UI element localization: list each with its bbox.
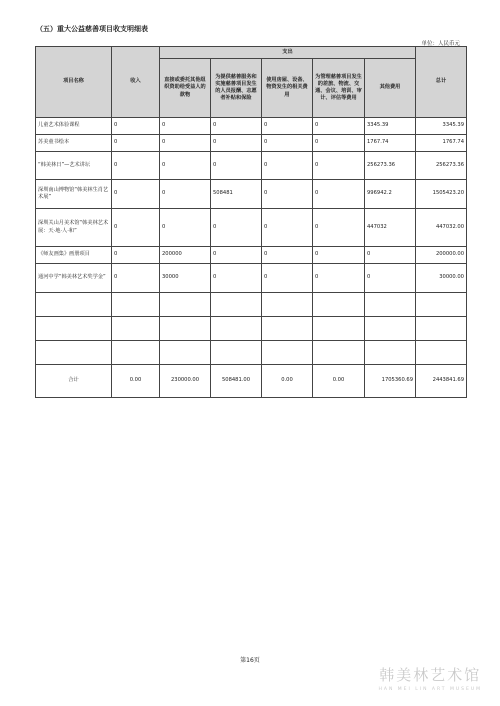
row-management: 0: [313, 264, 365, 293]
row-name: [36, 341, 112, 365]
totals-income: 0.00: [112, 365, 160, 398]
row-total: 447032.00: [416, 209, 467, 247]
row-grants: [160, 341, 211, 365]
row-total: 256273.36: [416, 152, 467, 180]
row-other: 1767.74: [365, 135, 416, 152]
row-other: [365, 317, 416, 341]
row-other: 447032: [365, 209, 416, 247]
row-management: 0: [313, 135, 365, 152]
row-other: 256273.36: [365, 152, 416, 180]
row-other: [365, 293, 416, 317]
row-grants: [160, 317, 211, 341]
table-row: [36, 118, 467, 135]
row-facilities: 0: [262, 209, 313, 247]
row-total: [416, 341, 467, 365]
header-col-grants: 直接或委托其他组织资助给受益人的款物: [160, 59, 211, 118]
row-facilities: 0: [262, 118, 313, 135]
totals-personnel: 508481.00: [211, 365, 262, 398]
row-name: 深圳关山月美术馆“韩美林艺术展：天·地·人·和”: [36, 209, 112, 247]
row-facilities: 0: [262, 247, 313, 264]
row-grants: 0: [160, 152, 211, 180]
row-name: 《师友画集》画册项目: [36, 247, 112, 264]
row-facilities: [262, 317, 313, 341]
row-total: 1505423.20: [416, 180, 467, 209]
header-col-facilities: 使用房屋、设备、物资发生的相关费用: [262, 59, 313, 118]
totals-facilities: 0.00: [262, 365, 313, 398]
totals-other: 1705360.69: [365, 365, 416, 398]
page-number: 第16页: [240, 657, 260, 664]
row-facilities: [262, 293, 313, 317]
row-management: [313, 293, 365, 317]
totals-management: 0.00: [313, 365, 365, 398]
table-row: [36, 209, 467, 247]
header-col-other: 其他费用: [365, 59, 416, 118]
row-personnel: 0: [211, 247, 262, 264]
row-personnel: 0: [211, 209, 262, 247]
row-grants: [160, 293, 211, 317]
row-other: 3345.39: [365, 118, 416, 135]
header-col-management: 为管理慈善项目发生的差旅、物流、交通、会议、培训、审计、评估等费用: [313, 59, 365, 118]
row-name: 儿童艺术体验课程: [36, 118, 112, 135]
row-income: 0: [112, 135, 160, 152]
row-income: 0: [112, 247, 160, 264]
row-facilities: 0: [262, 135, 313, 152]
row-grants: 0: [160, 209, 211, 247]
row-other: 0: [365, 247, 416, 264]
row-total: 30000.00: [416, 264, 467, 293]
row-total: 3345.39: [416, 118, 467, 135]
row-personnel: 508481: [211, 180, 262, 209]
row-management: 0: [313, 118, 365, 135]
row-income: 0: [112, 180, 160, 209]
totals-grants: 230000.00: [160, 365, 211, 398]
table-row: [36, 247, 467, 264]
row-income: [112, 341, 160, 365]
table-row: [36, 152, 467, 180]
row-facilities: 0: [262, 180, 313, 209]
row-other: [365, 341, 416, 365]
row-grants: 0: [160, 180, 211, 209]
header-income: 收入: [112, 47, 160, 118]
table-row: [36, 317, 467, 341]
row-income: 0: [112, 264, 160, 293]
row-total: [416, 293, 467, 317]
museum-watermark-logo: [379, 664, 482, 692]
row-total: 200000.00: [416, 247, 467, 264]
row-personnel: 0: [211, 152, 262, 180]
row-grants: 30000: [160, 264, 211, 293]
row-grants: 200000: [160, 247, 211, 264]
header-col-personnel: 为提供慈善服务和实施慈善项目发生的人员报酬、志愿者补贴和保险: [211, 59, 262, 118]
watermark-sub-text: HAN MEI LIN ART MUSEUM: [378, 687, 482, 692]
totals-label: 合计: [36, 365, 112, 398]
row-personnel: 0: [211, 118, 262, 135]
row-other: 996942.2: [365, 180, 416, 209]
row-personnel: [211, 317, 262, 341]
row-management: 0: [313, 180, 365, 209]
expense-table: [35, 46, 467, 398]
row-personnel: [211, 341, 262, 365]
row-name: “韩美林日”—艺术讲坛: [36, 152, 112, 180]
header-expense-group: 支出: [160, 47, 416, 59]
table-row: [36, 264, 467, 293]
row-income: [112, 317, 160, 341]
row-personnel: [211, 293, 262, 317]
unit-label: 单位：人民币元: [421, 41, 460, 47]
row-name: [36, 293, 112, 317]
row-income: 0: [112, 209, 160, 247]
row-total: [416, 317, 467, 341]
table-row: [36, 135, 467, 152]
row-name: 深圳南山博物馆“韩美林生肖艺术展”: [36, 180, 112, 209]
row-other: 0: [365, 264, 416, 293]
row-management: 0: [313, 209, 365, 247]
row-facilities: 0: [262, 264, 313, 293]
table-row: [36, 180, 467, 209]
row-management: [313, 341, 365, 365]
totals-row: [36, 365, 467, 398]
row-name: [36, 317, 112, 341]
row-personnel: 0: [211, 264, 262, 293]
row-facilities: 0: [262, 152, 313, 180]
row-name: 苏美童书绘本: [36, 135, 112, 152]
row-total: 1767.74: [416, 135, 467, 152]
table-row: [36, 341, 467, 365]
row-income: 0: [112, 152, 160, 180]
watermark-logo-text: 韩美林艺术馆: [379, 666, 482, 684]
row-management: [313, 317, 365, 341]
totals-total: 2443841.69: [416, 365, 467, 398]
row-management: 0: [313, 152, 365, 180]
row-personnel: 0: [211, 135, 262, 152]
table-title: （五）重大公益慈善项目收支明细表: [36, 25, 148, 33]
row-grants: 0: [160, 135, 211, 152]
table-body: [36, 118, 467, 365]
table-row: [36, 293, 467, 317]
header-total: 总计: [416, 47, 467, 118]
row-facilities: [262, 341, 313, 365]
row-income: 0: [112, 118, 160, 135]
row-grants: 0: [160, 118, 211, 135]
row-management: 0: [313, 247, 365, 264]
row-name: 通河中学“韩美林艺术奖学金”: [36, 264, 112, 293]
header-project-name: 项目名称: [36, 47, 112, 118]
row-income: [112, 293, 160, 317]
